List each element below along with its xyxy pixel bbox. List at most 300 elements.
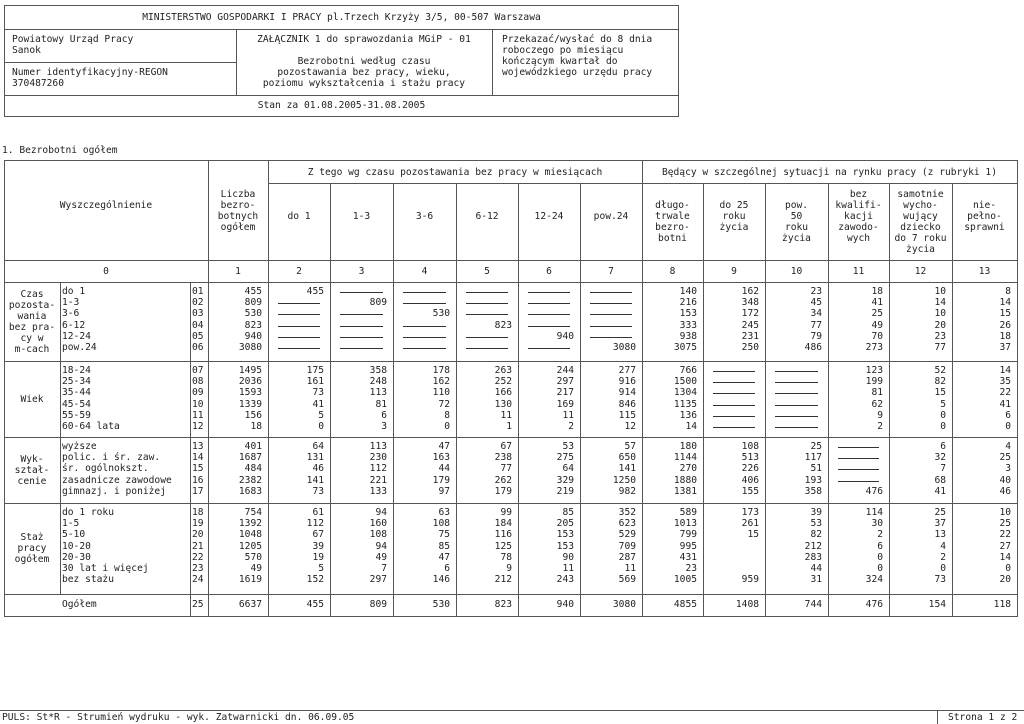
value-cell: 212 [494, 574, 512, 586]
value-cell: 73 [934, 574, 946, 586]
value-cell: 238 [494, 452, 512, 464]
attachment-title: ZAŁĄCZNIK 1 do sprawozdania MGiP - 01 [257, 34, 471, 45]
empty-cell-dash [466, 303, 508, 304]
value-cell: 8 [444, 409, 450, 421]
value-cell: 3 [381, 421, 387, 432]
row-number: 09 [192, 387, 204, 399]
value-cell: 156 [244, 409, 262, 421]
row-label: pow.24 [62, 342, 97, 353]
total-value-cell: 940 [556, 599, 574, 610]
header-special-col: nie- pełno- sprawni [964, 200, 1005, 233]
value-cell: 5 [940, 398, 946, 410]
total-value-cell: 154 [928, 599, 946, 610]
value-cell: 766 [679, 365, 697, 376]
empty-cell-dash [278, 314, 320, 315]
value-cell: 4 [1005, 441, 1011, 452]
value-cell: 53 [562, 441, 574, 452]
value-cell: 85 [438, 540, 450, 552]
total-value-cell: 3080 [612, 599, 636, 610]
value-cell: 2 [877, 529, 883, 541]
value-cell: 146 [432, 574, 450, 586]
value-cell: 823 [244, 319, 262, 331]
value-cell: 61 [312, 507, 324, 518]
value-cell: 4 [940, 540, 946, 552]
value-cell: 709 [618, 540, 636, 552]
value-cell: 15 [747, 529, 759, 541]
value-cell: 799 [679, 529, 697, 541]
empty-cell-dash [403, 326, 446, 327]
column-number: 3 [358, 266, 365, 277]
value-cell: 57 [624, 441, 636, 452]
value-cell: 0 [318, 421, 324, 432]
value-cell: 358 [369, 365, 387, 376]
row-label: 20-30 [62, 551, 91, 563]
value-cell: 82 [810, 529, 822, 541]
value-cell: 25 [999, 452, 1011, 464]
value-cell: 530 [432, 308, 450, 320]
value-cell: 938 [679, 330, 697, 342]
value-cell: 108 [369, 529, 387, 541]
value-cell: 995 [679, 540, 697, 552]
empty-cell-dash [340, 314, 383, 315]
value-cell: 262 [494, 474, 512, 486]
value-cell: 982 [618, 485, 636, 497]
value-cell: 35 [999, 376, 1011, 388]
header-duration-col: pow.24 [593, 211, 629, 222]
row-number: 22 [192, 551, 204, 563]
value-cell: 117 [804, 452, 822, 464]
row-number: 11 [192, 409, 204, 421]
total-value-cell: 809 [369, 599, 387, 610]
empty-cell-dash [528, 303, 570, 304]
header-total: Liczba bezro- botnych ogółem [217, 189, 259, 233]
value-cell: 14 [999, 297, 1011, 309]
row-label: 1-3 [62, 297, 80, 309]
row-number: 08 [192, 376, 204, 388]
value-cell: 125 [494, 540, 512, 552]
value-cell: 455 [244, 286, 262, 297]
section-title: 1. Bezrobotni ogółem [2, 145, 118, 156]
value-cell: 108 [741, 441, 759, 452]
value-cell: 70 [871, 330, 883, 342]
value-cell: 140 [679, 286, 697, 297]
value-cell: 1392 [238, 518, 262, 530]
column-number: 2 [296, 266, 302, 277]
value-cell: 348 [741, 297, 759, 309]
empty-cell-dash [775, 371, 818, 372]
value-cell: 297 [556, 376, 574, 388]
value-cell: 153 [679, 308, 697, 320]
empty-cell-dash [340, 292, 383, 293]
row-label: 45-54 [62, 398, 91, 410]
value-cell: 49 [250, 563, 262, 574]
value-cell: 25 [999, 518, 1011, 530]
value-cell: 914 [618, 387, 636, 399]
total-value-cell: 744 [804, 599, 822, 610]
value-cell: 1880 [673, 474, 697, 486]
column-number: 4 [421, 266, 428, 277]
empty-cell-dash [713, 405, 755, 406]
value-cell: 41 [999, 398, 1011, 410]
report-subtitle: Bezrobotni według czasu pozostawania bez pracy, wieku, poziomu wykształcenia i stażu pracy [262, 56, 466, 89]
empty-cell-dash [775, 382, 818, 383]
column-number: 8 [669, 266, 676, 277]
value-cell: 530 [244, 308, 262, 320]
value-cell: 27 [999, 540, 1011, 552]
period-line: Stan za 01.08.2005-31.08.2005 [257, 100, 426, 111]
value-cell: 18 [871, 286, 883, 297]
value-cell: 1250 [612, 474, 636, 486]
value-cell: 11 [562, 563, 574, 574]
value-cell: 352 [618, 507, 636, 518]
value-cell: 324 [865, 574, 883, 586]
column-number: 11 [852, 266, 865, 277]
value-cell: 0 [940, 563, 946, 574]
row-label: 60-64 lata [62, 421, 120, 432]
value-cell: 10 [999, 507, 1011, 518]
value-cell: 47 [438, 551, 450, 563]
value-cell: 916 [618, 376, 636, 388]
value-cell: 63 [438, 507, 450, 518]
empty-cell-dash [403, 337, 446, 338]
value-cell: 152 [306, 574, 324, 586]
row-label: 6-12 [62, 319, 86, 331]
value-cell: 3 [1005, 463, 1011, 475]
row-label: gimnazj. i poniżej [62, 485, 166, 497]
footer-left: PULS: St*R - Strumień wydruku - wyk. Zatwarnicki dn. 06.09.05 [2, 712, 355, 723]
value-cell: 205 [556, 518, 574, 530]
total-value-cell: 530 [432, 599, 450, 610]
value-cell: 108 [432, 518, 450, 530]
value-cell: 47 [438, 441, 450, 452]
header-special-group: Będący w szczególnej sytuacji na rynku pracy (z rubryki 1) [661, 167, 997, 178]
value-cell: 114 [865, 507, 883, 518]
value-cell: 226 [741, 463, 759, 475]
header-special-col: do 25 roku życia [719, 200, 749, 233]
empty-cell-dash [403, 348, 446, 349]
value-cell: 136 [679, 409, 697, 421]
value-cell: 41 [871, 297, 883, 309]
value-cell: 77 [934, 342, 946, 353]
value-cell: 81 [375, 398, 387, 410]
value-cell: 406 [741, 474, 759, 486]
group-label: Wiek [20, 393, 44, 405]
value-cell: 179 [432, 474, 450, 486]
value-cell: 3080 [238, 342, 262, 353]
value-cell: 23 [934, 330, 946, 342]
value-cell: 162 [741, 286, 759, 297]
value-cell: 231 [741, 330, 759, 342]
empty-cell-dash [278, 326, 320, 327]
value-cell: 940 [556, 330, 574, 342]
value-cell: 11 [624, 563, 636, 574]
row-number: 17 [192, 485, 204, 497]
value-cell: 273 [865, 342, 883, 353]
value-cell: 77 [500, 463, 512, 475]
empty-cell-dash [528, 348, 570, 349]
value-cell: 25 [871, 308, 883, 320]
value-cell: 115 [618, 409, 636, 421]
value-cell: 25 [934, 507, 946, 518]
value-cell: 37 [934, 518, 946, 530]
value-cell: 230 [369, 452, 387, 464]
empty-cell-dash [713, 393, 755, 394]
value-cell: 5 [318, 563, 324, 574]
empty-cell-dash [403, 303, 446, 304]
value-cell: 97 [438, 485, 450, 497]
row-number: 03 [192, 308, 204, 320]
row-label: 12-24 [62, 330, 91, 342]
value-cell: 46 [999, 485, 1011, 497]
value-cell: 199 [865, 376, 883, 388]
value-cell: 64 [562, 463, 574, 475]
value-cell: 52 [934, 365, 946, 376]
value-cell: 193 [804, 474, 822, 486]
value-cell: 123 [865, 365, 883, 376]
value-cell: 329 [556, 474, 574, 486]
value-cell: 163 [432, 452, 450, 464]
row-label: bez stażu [62, 574, 114, 586]
value-cell: 244 [556, 365, 574, 376]
empty-cell-dash [590, 303, 632, 304]
header-duration-group: Z tego wg czasu pozostawania bez pracy w miesiącach [307, 167, 603, 178]
value-cell: 1144 [673, 452, 697, 464]
row-number: 05 [192, 330, 204, 342]
value-cell: 18 [250, 421, 262, 432]
value-cell: 0 [940, 421, 946, 432]
row-label: 3-6 [62, 308, 80, 320]
empty-cell-dash [838, 469, 879, 470]
value-cell: 823 [494, 319, 512, 331]
value-cell: 5 [318, 409, 324, 421]
value-cell: 32 [934, 452, 946, 464]
ministry-line: MINISTERSTWO GOSPODARKI I PRACY pl.Trzech Krzyży 3/5, 00-507 Warszawa [142, 12, 541, 23]
header-duration-col: 12-24 [534, 211, 564, 222]
office-name: Powiatowy Urząd Pracy [12, 34, 134, 45]
value-cell: 1619 [238, 574, 262, 586]
value-cell: 275 [556, 452, 574, 464]
value-cell: 940 [244, 330, 262, 342]
empty-cell-dash [528, 292, 570, 293]
total-value-cell: 6637 [238, 599, 262, 610]
value-cell: 263 [494, 365, 512, 376]
value-cell: 99 [500, 507, 512, 518]
value-cell: 1205 [238, 540, 262, 552]
row-label: 18-24 [62, 365, 91, 376]
value-cell: 6 [877, 540, 883, 552]
row-number: 14 [192, 452, 204, 464]
value-cell: 212 [804, 540, 822, 552]
value-cell: 15 [934, 387, 946, 399]
value-cell: 261 [741, 518, 759, 530]
row-number: 12 [192, 421, 204, 432]
empty-cell-dash [278, 303, 320, 304]
value-cell: 11 [500, 409, 512, 421]
value-cell: 73 [312, 387, 324, 399]
row-label: 35-44 [62, 387, 91, 399]
total-label: Ogółem [62, 599, 97, 610]
empty-cell-dash [838, 458, 879, 459]
value-cell: 39 [810, 507, 822, 518]
empty-cell-dash [466, 314, 508, 315]
row-number: 19 [192, 518, 204, 530]
value-cell: 221 [369, 474, 387, 486]
value-cell: 94 [375, 540, 387, 552]
value-cell: 75 [438, 529, 450, 541]
value-cell: 7 [940, 463, 946, 475]
value-cell: 23 [685, 563, 697, 574]
value-cell: 112 [306, 518, 324, 530]
value-cell: 112 [369, 463, 387, 475]
value-cell: 6 [940, 441, 946, 452]
empty-cell-dash [775, 416, 818, 417]
value-cell: 2036 [238, 376, 262, 388]
value-cell: 1495 [238, 365, 262, 376]
row-number: 01 [192, 286, 204, 297]
row-number: 25 [192, 599, 204, 610]
column-number: 0 [103, 266, 109, 277]
row-number: 18 [192, 507, 204, 518]
value-cell: 1687 [238, 452, 262, 464]
value-cell: 13 [934, 529, 946, 541]
value-cell: 173 [741, 507, 759, 518]
value-cell: 73 [312, 485, 324, 497]
value-cell: 217 [556, 387, 574, 399]
row-label: 25-34 [62, 376, 91, 388]
value-cell: 250 [741, 342, 759, 353]
value-cell: 22 [999, 529, 1011, 541]
regon-value: 370487260 [12, 78, 64, 89]
value-cell: 0 [444, 421, 450, 432]
value-cell: 513 [741, 452, 759, 464]
value-cell: 252 [494, 376, 512, 388]
value-cell: 77 [810, 319, 822, 331]
header-special-col: bez kwalifi- kacji zawodo- wych [835, 189, 882, 244]
value-cell: 153 [556, 540, 574, 552]
column-number: 6 [546, 266, 552, 277]
value-cell: 26 [999, 319, 1011, 331]
row-number: 23 [192, 563, 204, 574]
row-number: 20 [192, 529, 204, 541]
value-cell: 178 [432, 365, 450, 376]
value-cell: 153 [556, 529, 574, 541]
value-cell: 14 [934, 297, 946, 309]
value-cell: 1683 [238, 485, 262, 497]
value-cell: 94 [375, 507, 387, 518]
value-cell: 484 [244, 463, 262, 475]
value-cell: 172 [741, 308, 759, 320]
value-cell: 22 [999, 387, 1011, 399]
value-cell: 14 [685, 421, 697, 432]
value-cell: 6 [444, 563, 450, 574]
deadline-note: Przekazać/wysłać do 8 dnia roboczego po miesiącu kończącym kwartał do wojewódzkiego urzędu pracy [502, 34, 653, 78]
value-cell: 650 [618, 452, 636, 464]
value-cell: 34 [810, 308, 822, 320]
value-cell: 2 [877, 421, 883, 432]
value-cell: 141 [618, 463, 636, 475]
value-cell: 14 [999, 365, 1011, 376]
value-cell: 161 [306, 376, 324, 388]
value-cell: 116 [494, 529, 512, 541]
column-number: 9 [731, 266, 737, 277]
value-cell: 455 [306, 286, 324, 297]
empty-cell-dash [528, 314, 570, 315]
column-number: 10 [790, 266, 803, 277]
value-cell: 53 [810, 518, 822, 530]
value-cell: 49 [375, 551, 387, 563]
column-number: 1 [235, 266, 241, 277]
value-cell: 9 [877, 409, 883, 421]
empty-cell-dash [838, 481, 879, 482]
row-number: 10 [192, 398, 204, 410]
total-value-cell: 823 [494, 599, 512, 610]
value-cell: 1 [506, 421, 512, 432]
value-cell: 40 [999, 474, 1011, 486]
footer-page: Strona 1 z 2 [948, 712, 1018, 723]
value-cell: 0 [1005, 421, 1011, 432]
value-cell: 10 [934, 286, 946, 297]
row-label: 5-10 [62, 529, 86, 541]
header-special-col: długo- trwale bezro- botni [655, 200, 690, 244]
value-cell: 1593 [238, 387, 262, 399]
value-cell: 67 [312, 529, 324, 541]
value-cell: 15 [999, 308, 1011, 320]
value-cell: 809 [244, 297, 262, 309]
empty-cell-dash [590, 292, 632, 293]
value-cell: 45 [810, 297, 822, 309]
group-label: Staż pracy ogółem [14, 532, 50, 565]
value-cell: 85 [562, 507, 574, 518]
value-cell: 79 [810, 330, 822, 342]
value-cell: 162 [432, 376, 450, 388]
total-value-cell: 4855 [673, 599, 697, 610]
value-cell: 37 [999, 342, 1011, 353]
value-cell: 333 [679, 319, 697, 331]
value-cell: 11 [562, 409, 574, 421]
value-cell: 78 [500, 551, 512, 563]
column-number: 12 [914, 266, 927, 277]
empty-cell-dash [590, 337, 632, 338]
value-cell: 72 [438, 398, 450, 410]
value-cell: 358 [804, 485, 822, 497]
value-cell: 64 [312, 441, 324, 452]
value-cell: 131 [306, 452, 324, 464]
value-cell: 155 [741, 485, 759, 497]
value-cell: 1135 [673, 398, 697, 410]
header-duration-col: 6-12 [475, 211, 499, 222]
value-cell: 1381 [673, 485, 697, 497]
empty-cell-dash [590, 326, 632, 327]
value-cell: 2382 [238, 474, 262, 486]
value-cell: 297 [369, 574, 387, 586]
value-cell: 3075 [673, 342, 697, 353]
row-label: zasadnicze zawodowe [62, 474, 172, 486]
value-cell: 959 [741, 574, 759, 586]
empty-cell-dash [466, 292, 508, 293]
value-cell: 3080 [612, 342, 636, 353]
row-label: wyższe [62, 441, 97, 452]
value-cell: 0 [1005, 563, 1011, 574]
header-special-col: samotnie wycho- wujący dziecko do 7 roku życia [894, 189, 947, 255]
value-cell: 49 [871, 319, 883, 331]
value-cell: 166 [494, 387, 512, 399]
value-cell: 1048 [238, 529, 262, 541]
value-cell: 46 [312, 463, 324, 475]
empty-cell-dash [340, 348, 383, 349]
total-value-cell: 455 [306, 599, 324, 610]
value-cell: 401 [244, 441, 262, 452]
value-cell: 51 [810, 463, 822, 475]
